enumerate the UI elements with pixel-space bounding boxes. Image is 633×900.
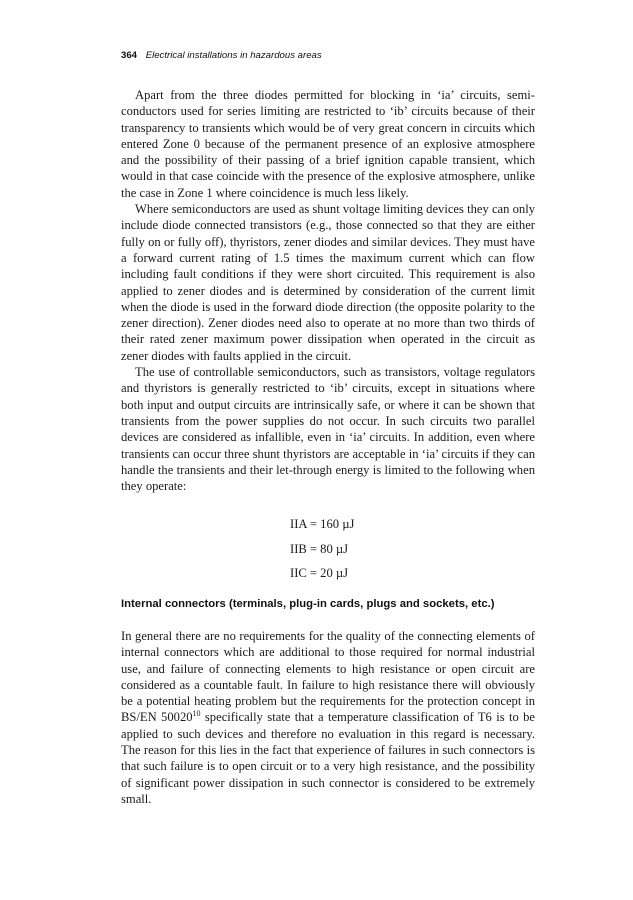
equation-iia: IIA = 160 µJ xyxy=(290,517,355,531)
section-body xyxy=(121,628,535,807)
paragraph-series-limiting: Apart from the three diodes permitted for blocking in ‘ia’ circuits, semiconductors used for series limiting are restricted to ‘ib’ circuits because of their transparency to transients which would be of very great concern in circuits which entered Zone 0 because of the permanent presence of an explosive atmosphere and the possibility of their passing of a brief ignition capable transient, which would in that case coincide with the presence of the explosive atmosphere, unlike the case in Zone 1 where coincidence is much less likely. xyxy=(121,88,535,200)
paragraph-text-part-1: In general there are no requirements for the quality of the connecting elements of internal connectors which are additional to those required for normal industrial use, and failure of connecting elements to high resistance or open circuit are considered as a countable fault. In failure to high resistance there will obviously be a potential heating problem but the requirements for the protection concept in BS/EN 50020 xyxy=(121,629,535,725)
equation-iib: IIB = 80 µJ xyxy=(290,541,349,556)
paragraph-internal-connectors xyxy=(121,628,535,807)
running-title: Electrical installations in hazardous areas xyxy=(145,50,322,61)
body-text xyxy=(121,87,535,494)
page-number: 364 xyxy=(121,50,138,61)
paragraph-text-part-2: specifically state that a temperature classification of T6 is to be applied to such devices and therefore no evaluation in this regard is necessary. The reason for this lies in the fact that experience of failures in such connectors is that such failure is to open circuit or to a very high resistance, and the possibility of significant power dissipation in such connector is considered to be extremely small. xyxy=(121,710,536,806)
equation-iic: IIC = 20 µJ xyxy=(290,566,349,580)
running-head xyxy=(121,50,322,61)
energy-limits xyxy=(290,512,354,586)
reference-superscript: 10 xyxy=(192,709,201,719)
paragraph-shunt-limiting: Where semiconductors are used as shunt voltage limiting devices they can only include diode connected transistors (e.g., those connected so that they are either fully on or fully off), thyristors, zener diodes and similar devices. They must have a forward current rating of 1.5 times the maximum current which can flow including fault conditions if they were short circuited. This requirement is also applied to zener diodes and is determined by consideration of the current limit when the diode is used in the forward diode direction (the opposite polarity to the zener direction). Zener diodes need also to operate at no more than two thirds of their rated zener maximum power dissipation when operated in the circuit as zener diodes with faults applied in the circuit. xyxy=(121,202,535,363)
paragraph-controllable-semiconductors: The use of controllable semiconductors, such as transistors, voltage regulators and thyristors is generally restricted to ‘ib’ circuits, except in situations where both input and output circuits are intrinsically safe, or where it can be shown that transients from the power supplies do not occur. In such circuits two parallel devices are considered as infallible, even in ‘ia’ circuits. In addition, even where transients can occur three shunt thyristors are acceptable in ‘ia’ circuits if they can handle the transients and their let-through energy is limited to the following when they operate: xyxy=(121,365,535,494)
section-heading: Internal connectors (terminals, plug-in cards, plugs and sockets, etc.) xyxy=(121,598,495,610)
